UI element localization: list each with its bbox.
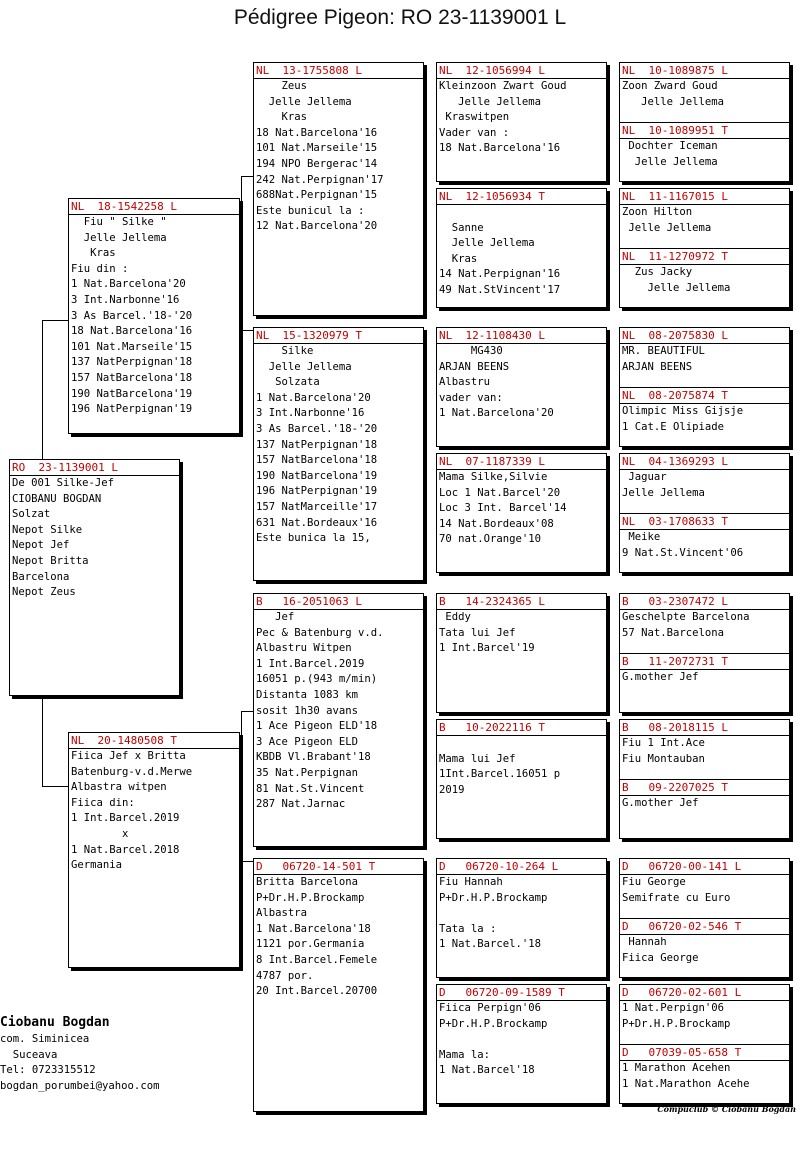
pigeon-entry <box>620 387 789 447</box>
detail-line: Jaguar <box>622 471 667 483</box>
detail-line: Solzata <box>256 376 320 389</box>
detail-line: 9 Nat.St.Vincent'06 <box>622 546 744 559</box>
detail-line: Jelle Jellema <box>622 221 712 234</box>
pigeon-details <box>437 610 606 657</box>
ring-number: NL 15-1320979 T <box>254 328 423 344</box>
detail-line: 1 Nat.Barcelona'20 <box>439 407 554 420</box>
great-great-grandparent-pair[interactable] <box>619 858 790 978</box>
detail-line: Este bunicul la : <box>256 204 365 217</box>
connector-line <box>241 176 242 330</box>
pigeon-details <box>254 344 423 547</box>
detail-line: 3 Int.Narbonne'16 <box>71 293 180 306</box>
great-great-grandparent-pair[interactable] <box>619 62 790 182</box>
detail-line: Mama Silke,Silvie <box>439 471 548 483</box>
ring-number: NL 18-1542258 L <box>69 199 239 215</box>
ring-number: NL 11-1167015 L <box>620 189 789 205</box>
detail-line: Batenburg-v.d.Merwe <box>71 765 193 778</box>
pigeon-details <box>620 530 789 561</box>
pigeon-details <box>437 344 606 422</box>
detail-line: Nepot Britta <box>12 554 89 567</box>
great-grandparent-card[interactable] <box>436 453 607 573</box>
ring-number: NL 12-1056994 L <box>437 63 606 79</box>
pigeon-entry <box>620 248 789 308</box>
page-title: Pédigree Pigeon: RO 23-1139001 L <box>233 6 567 29</box>
detail-line: KBDB Vl.Brabant'18 <box>256 751 371 764</box>
detail-line: P+Dr.H.P.Brockamp <box>256 891 365 904</box>
pigeon-details <box>620 344 789 375</box>
detail-line: Jelle Jellema <box>622 95 725 108</box>
detail-line: 688Nat.Perpignan'15 <box>256 189 378 202</box>
detail-line: 194 NPO Bergerac'14 <box>256 157 378 170</box>
detail-line: Fiu din : <box>71 262 129 275</box>
detail-line: 190 NatBarcelona'19 <box>256 469 378 482</box>
pigeon-details <box>620 875 789 906</box>
detail-line: Solzat <box>12 508 51 521</box>
connector-line <box>241 711 242 861</box>
detail-line <box>439 736 606 752</box>
detail-line: x <box>71 827 129 840</box>
detail-line: CIOBANU BOGDAN <box>12 492 102 505</box>
pigeon-entry <box>620 189 789 248</box>
detail-line: P+Dr.H.P.Brockamp <box>439 891 548 904</box>
detail-line: Jelle Jellema <box>439 237 535 250</box>
detail-line: Semifrate cu Euro <box>622 891 731 904</box>
ring-number: NL 10-1089875 L <box>620 63 789 79</box>
detail-line: Albastru <box>439 376 491 389</box>
dam-card[interactable] <box>68 732 240 968</box>
detail-line: 1121 por.Germania <box>256 938 365 951</box>
ring-number: B 03-2307472 L <box>620 594 789 610</box>
detail-line: Nepot Jef <box>12 539 70 552</box>
great-grandparent-card[interactable] <box>436 62 607 182</box>
dam-sire-card[interactable] <box>253 593 424 847</box>
detail-line: 631 Nat.Bordeaux'16 <box>256 516 378 529</box>
detail-line: 20 Int.Barcel.20700 <box>256 985 378 998</box>
detail-line: 157 NatMarceille'17 <box>256 500 378 513</box>
connector-line <box>42 786 68 787</box>
detail-line: Eddy <box>439 611 471 623</box>
great-grandparent-card[interactable] <box>436 984 607 1104</box>
detail-line: 1 Int.Barcel.2019 <box>71 812 180 825</box>
ring-number: D 06720-10-264 L <box>437 859 606 875</box>
detail-line: 137 NatPerpignan'18 <box>71 356 193 369</box>
pigeon-details <box>437 875 606 953</box>
pigeon-details <box>69 215 239 418</box>
detail-line: Jelle Jellema <box>622 155 718 168</box>
pigeon-entry <box>620 454 789 513</box>
ring-number: NL 20-1480508 T <box>69 733 239 749</box>
ring-number: NL 12-1056934 T <box>437 189 606 205</box>
ring-number: NL 08-2075874 T <box>620 388 789 404</box>
sire-sire-card[interactable] <box>253 62 424 316</box>
pigeon-details <box>620 736 789 767</box>
detail-line: 137 NatPerpignan'18 <box>256 438 378 451</box>
detail-line <box>439 205 606 221</box>
detail-line: Kras <box>439 252 478 265</box>
ring-number: RO 23-1139001 L <box>10 460 179 476</box>
detail-line: 1 Nat.Barcel.'18 <box>439 938 542 951</box>
detail-line: Tata lui Jef <box>439 626 516 639</box>
detail-line: Hannah <box>622 936 667 948</box>
ring-number: B 08-2018115 L <box>620 720 789 736</box>
detail-line: Kras <box>71 247 116 260</box>
detail-line: Kleinzoon Zwart Goud <box>439 80 567 92</box>
detail-line: sosit 1h30 avans <box>256 704 359 717</box>
detail-line: 70 nat.Orange'10 <box>439 533 542 546</box>
detail-line: 1 Marathon Acehen <box>622 1062 731 1074</box>
detail-line: Fiu Montauban <box>622 752 705 765</box>
pigeon-details <box>620 404 789 435</box>
detail-line: MG430 <box>439 345 503 357</box>
detail-line: 1 Ace Pigeon ELD'18 <box>256 720 378 733</box>
pigeon-entry <box>620 1044 789 1104</box>
detail-line: 14 Nat.Perpignan'16 <box>439 268 561 281</box>
pigeon-details <box>69 749 239 874</box>
detail-line: 1 Nat.Barcelona'20 <box>71 278 186 291</box>
detail-line: 1 Nat.Barcelona'20 <box>256 391 371 404</box>
detail-line: 4787 por. <box>256 969 314 982</box>
detail-line: Suceava <box>0 1048 58 1061</box>
ring-number: D 06720-09-1589 T <box>437 985 606 1001</box>
pigeon-details <box>620 610 789 641</box>
detail-line: 18 Nat.Barcelona'16 <box>71 325 193 338</box>
great-great-grandparent-pair[interactable] <box>619 719 790 839</box>
pigeon-details <box>254 875 423 1000</box>
detail-line: 1 Nat.Perpign'06 <box>622 1002 725 1014</box>
detail-line <box>439 906 606 922</box>
detail-line: G.mother Jef <box>622 797 699 809</box>
detail-line: Mama lui Jef <box>439 752 516 765</box>
detail-line: Fiica Perpign'06 <box>439 1002 542 1014</box>
detail-line: Silke <box>256 345 314 357</box>
owner-address <box>0 1032 159 1094</box>
detail-line: Albastra <box>256 907 308 920</box>
ring-number: NL 13-1755808 L <box>254 63 423 79</box>
connector-line <box>241 861 253 862</box>
pigeon-details <box>10 476 179 601</box>
detail-line: Kraswitpen <box>439 111 510 124</box>
ring-number: D 06720-02-601 L <box>620 985 789 1001</box>
detail-line: De 001 Silke-Jef <box>12 477 115 489</box>
detail-line: Fiu 1 Int.Ace <box>622 737 705 749</box>
detail-line: 157 NatBarcelona'18 <box>71 371 193 384</box>
great-great-grandparent-pair[interactable] <box>619 593 790 713</box>
detail-line: 2019 <box>439 783 465 796</box>
detail-line: Sanne <box>439 221 484 234</box>
great-grandparent-card[interactable] <box>436 858 607 978</box>
pigeon-details <box>620 1001 789 1032</box>
detail-line: Jelle Jellema <box>256 95 352 108</box>
great-grandparent-card[interactable] <box>436 188 607 308</box>
pigeon-details <box>437 205 606 299</box>
detail-line: 3 Ace Pigeon ELD <box>256 735 359 748</box>
pigeon-details <box>620 670 789 686</box>
detail-line: 1 Int.Barcel.2019 <box>256 657 365 670</box>
detail-line: Loc 3 Int. Barcel'14 <box>439 502 567 515</box>
detail-line: Fiu George <box>622 876 686 888</box>
detail-line: Jelle Jellema <box>622 486 705 499</box>
pigeon-details <box>437 79 606 157</box>
detail-line: 18 Nat.Barcelona'16 <box>439 142 561 155</box>
pigeon-details <box>620 79 789 110</box>
detail-line: 1 Cat.E Olipiade <box>622 420 725 433</box>
ring-number: B 11-2072731 T <box>620 654 789 670</box>
pigeon-entry <box>620 594 789 653</box>
detail-line: 81 Nat.St.Vincent <box>256 782 365 795</box>
great-grandparent-card[interactable] <box>436 719 607 839</box>
detail-line: 287 Nat.Jarnac <box>256 798 346 811</box>
footer-credit: Compuclub © Ciobanu Bogdan <box>657 1104 796 1114</box>
detail-line: 18 Nat.Barcelona'16 <box>256 126 378 139</box>
detail-line: Britta Barcelona <box>256 876 359 888</box>
great-grandparent-card[interactable] <box>436 593 607 713</box>
pigeon-details <box>254 610 423 813</box>
pigeon-details <box>437 1001 606 1079</box>
detail-line: bogdan_porumbei@yahoo.com <box>0 1079 160 1092</box>
pigeon-details <box>437 470 606 548</box>
great-great-grandparent-pair[interactable] <box>619 188 790 308</box>
pigeon-entry <box>620 720 789 779</box>
detail-line: 49 Nat.StVincent'17 <box>439 283 561 296</box>
detail-line: Pec & Batenburg v.d. <box>256 626 384 639</box>
ring-number: B 10-2022116 T <box>437 720 606 736</box>
pigeon-entry <box>620 653 789 713</box>
detail-line: Jelle Jellema <box>71 231 167 244</box>
detail-line: Mama la: <box>439 1048 491 1061</box>
detail-line: Dochter Iceman <box>622 140 718 152</box>
detail-line: Tel: 0723315512 <box>0 1064 96 1076</box>
detail-line: MR. BEAUTIFUL <box>622 345 705 357</box>
detail-line: 196 NatPerpignan'19 <box>256 485 378 498</box>
detail-line: 16051 p.(943 m/min) <box>256 673 378 686</box>
detail-line: Nepot Zeus <box>12 586 76 599</box>
ring-number: D 06720-00-141 L <box>620 859 789 875</box>
detail-line: Vader van : <box>439 126 510 139</box>
detail-line: 57 Nat.Barcelona <box>622 626 725 639</box>
detail-line: Este bunica la 15, <box>256 532 371 545</box>
ring-number: NL 11-1270972 T <box>620 249 789 265</box>
connector-line <box>42 320 68 321</box>
subject-pigeon-card[interactable] <box>9 459 180 696</box>
pigeon-details <box>620 1061 789 1092</box>
detail-line <box>439 1032 606 1048</box>
detail-line: ARJAN BEENS <box>622 360 693 373</box>
detail-line: Meike <box>622 531 661 543</box>
detail-line: 3 Int.Narbonne'16 <box>256 407 365 420</box>
detail-line: Jelle Jellema <box>256 360 352 373</box>
pigeon-entry <box>620 513 789 573</box>
detail-line: Fiu Hannah <box>439 876 503 888</box>
pigeon-details <box>620 139 789 170</box>
detail-line: Distanta 1083 km <box>256 688 359 701</box>
detail-line: 12 Nat.Barcelona'20 <box>256 220 378 233</box>
detail-line: vader van: <box>439 391 503 404</box>
detail-line: 8 Int.Barcel.Femele <box>256 953 378 966</box>
detail-line: Jelle Jellema <box>439 95 542 108</box>
ring-number: B 16-2051063 L <box>254 594 423 610</box>
detail-line: 1 Nat.Barcel.2018 <box>71 843 180 856</box>
dam-dam-card[interactable] <box>253 858 424 1112</box>
detail-line: Albastru Witpen <box>256 642 352 655</box>
detail-line: Zoon Hilton <box>622 206 693 218</box>
detail-line: Fiica Jef x Britta <box>71 750 186 762</box>
pigeon-details <box>620 470 789 501</box>
detail-line: 242 Nat.Perpignan'17 <box>256 173 384 186</box>
pigeon-entry <box>620 779 789 839</box>
ring-number: B 09-2207025 T <box>620 780 789 796</box>
detail-line: 3 As Barcel.'18-'20 <box>256 422 378 435</box>
detail-line: 35 Nat.Perpignan <box>256 766 359 779</box>
pigeon-details <box>620 205 789 236</box>
pigeon-entry <box>620 918 789 978</box>
connector-line <box>241 176 253 177</box>
detail-line: 101 Nat.Marseile'15 <box>71 340 193 353</box>
detail-line: Zus Jacky <box>622 266 693 278</box>
detail-line: Barcelona <box>12 570 70 583</box>
pigeon-details <box>254 79 423 235</box>
detail-line: Jef <box>256 611 295 623</box>
pigeon-details <box>620 796 789 812</box>
detail-line: 14 Nat.Bordeaux'08 <box>439 517 554 530</box>
pigeon-entry <box>620 328 789 387</box>
pigeon-entry <box>620 122 789 182</box>
owner-info <box>0 1014 159 1094</box>
ring-number: NL 12-1108430 L <box>437 328 606 344</box>
ring-number: NL 04-1369293 L <box>620 454 789 470</box>
ring-number: NL 03-1708633 T <box>620 514 789 530</box>
pigeon-details <box>620 265 789 296</box>
ring-number: D 07039-05-658 T <box>620 1045 789 1061</box>
ring-number: NL 10-1089951 T <box>620 123 789 139</box>
ring-number: NL 08-2075830 L <box>620 328 789 344</box>
ring-number: D 06720-14-501 T <box>254 859 423 875</box>
detail-line: 1 Nat.Marathon Acehe <box>622 1077 750 1090</box>
detail-line: 101 Nat.Marseile'15 <box>256 142 378 155</box>
ring-number: D 06720-02-546 T <box>620 919 789 935</box>
pigeon-details <box>620 935 789 966</box>
connector-line <box>42 320 43 460</box>
detail-line: Fiica din: <box>71 796 135 809</box>
detail-line: G.mother Jef <box>622 671 699 683</box>
detail-line: 196 NatPerpignan'19 <box>71 403 193 416</box>
detail-line: Zoon Zward Goud <box>622 80 718 92</box>
detail-line: Jelle Jellema <box>622 281 731 294</box>
detail-line: com. Siminicea <box>0 1033 90 1045</box>
pigeon-entry <box>620 859 789 918</box>
detail-line: Nepot Silke <box>12 523 83 536</box>
detail-line: Geschelpte Barcelona <box>622 611 750 623</box>
detail-line: P+Dr.H.P.Brockamp <box>439 1017 548 1030</box>
great-grandparent-card[interactable] <box>436 327 607 447</box>
pigeon-details <box>437 736 606 798</box>
detail-line: 1 Nat.Barcel'18 <box>439 1064 535 1077</box>
great-great-grandparent-pair[interactable] <box>619 327 790 447</box>
detail-line: 3 As Barcel.'18-'20 <box>71 309 193 322</box>
detail-line: 1 Nat.Barcelona'18 <box>256 922 371 935</box>
detail-line: Olimpic Miss Gijsje <box>622 405 744 417</box>
detail-line: 157 NatBarcelona'18 <box>256 454 378 467</box>
sire-dam-card[interactable] <box>253 327 424 581</box>
connector-line <box>241 330 253 331</box>
detail-line: Zeus <box>256 80 308 92</box>
detail-line: 190 NatBarcelona'19 <box>71 387 193 400</box>
detail-line: Kras <box>256 111 308 124</box>
connector-line <box>42 696 43 786</box>
detail-line: Fiica George <box>622 951 699 964</box>
owner-name: Ciobanu Bogdan <box>0 1015 110 1030</box>
detail-line: Loc 1 Nat.Barcel'20 <box>439 486 561 499</box>
detail-line: 1Int.Barcel.16051 p <box>439 768 561 781</box>
ring-number: B 14-2324365 L <box>437 594 606 610</box>
detail-line: Tata la : <box>439 922 497 935</box>
detail-line: Germania <box>71 859 123 872</box>
detail-line: ARJAN BEENS <box>439 360 510 373</box>
connector-line <box>241 711 253 712</box>
detail-line: Albastra witpen <box>71 781 167 794</box>
detail-line: P+Dr.H.P.Brockamp <box>622 1017 731 1030</box>
pigeon-entry <box>620 63 789 122</box>
great-great-grandparent-pair[interactable] <box>619 984 790 1104</box>
detail-line: Fiu " Silke " <box>71 216 167 228</box>
great-great-grandparent-pair[interactable] <box>619 453 790 573</box>
pigeon-entry <box>620 985 789 1044</box>
ring-number: NL 07-1187339 L <box>437 454 606 470</box>
detail-line: 1 Int.Barcel'19 <box>439 642 535 655</box>
sire-card[interactable] <box>68 198 240 434</box>
